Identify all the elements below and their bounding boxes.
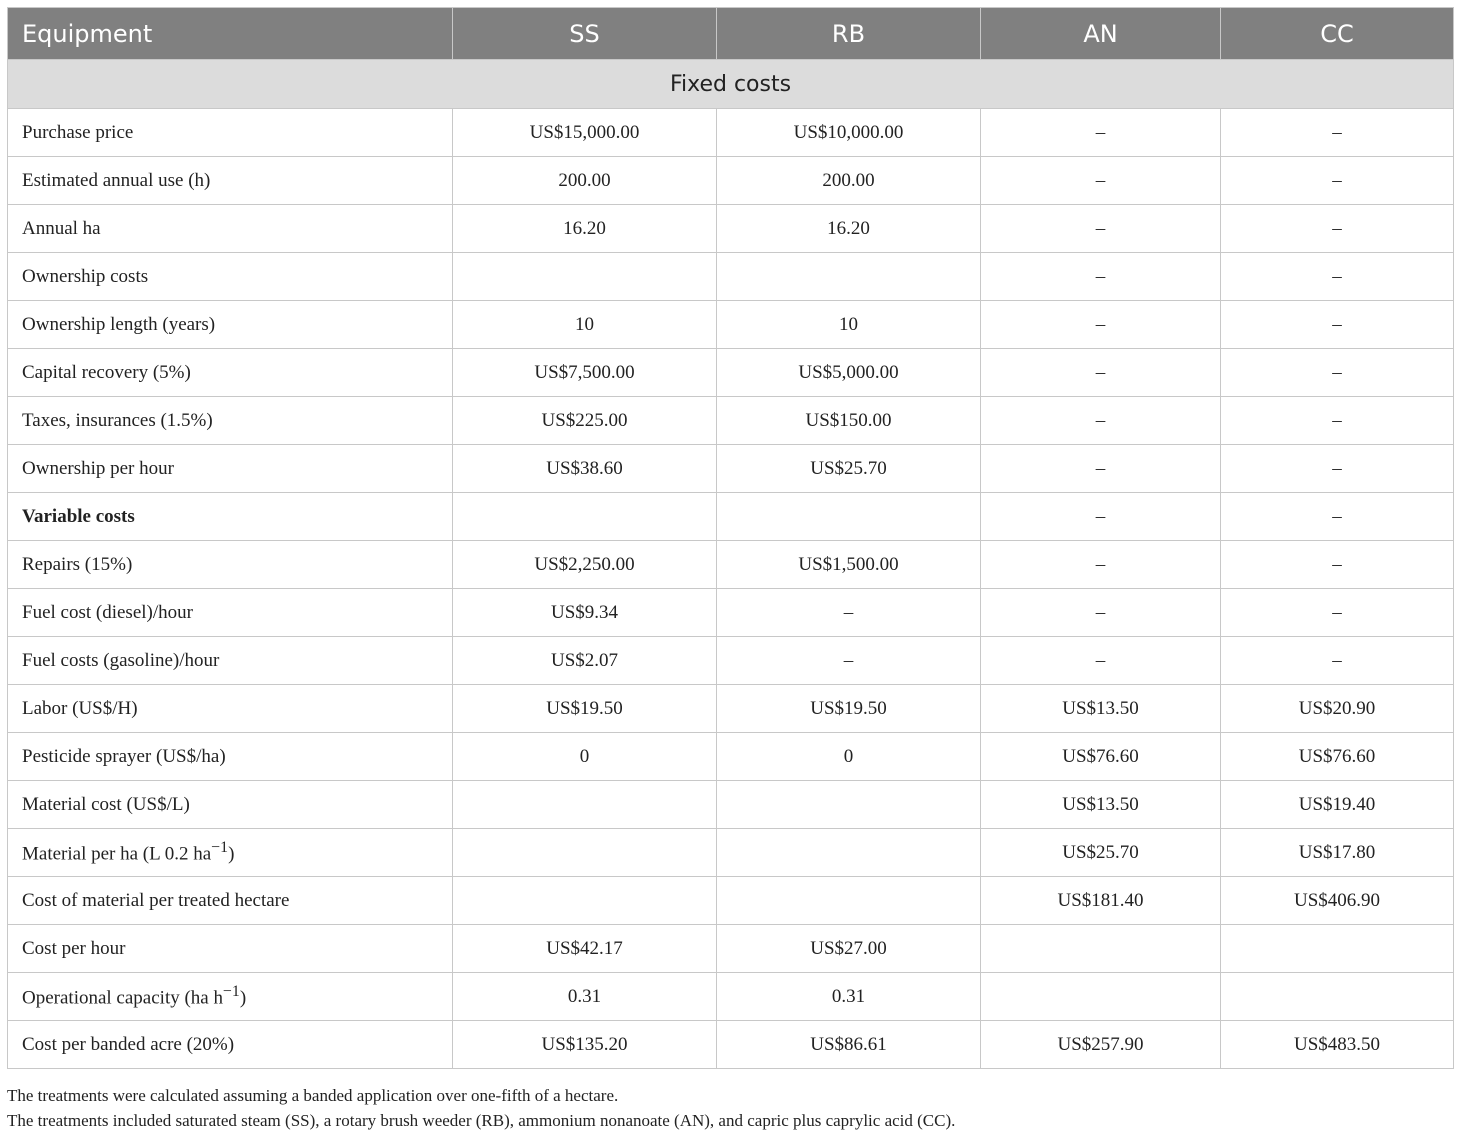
cell-cc: US$20.90 <box>1221 685 1454 733</box>
cell-an: – <box>981 349 1221 397</box>
cell-rb <box>717 829 981 877</box>
row-label: Fuel costs (gasoline)/hour <box>8 637 453 685</box>
header-an: AN <box>981 8 1221 60</box>
cell-cc: – <box>1221 157 1454 205</box>
cell-ss <box>453 781 717 829</box>
table-row <box>8 349 1454 397</box>
label-text-end: ) <box>228 843 235 865</box>
row-label: Pesticide sprayer (US$/ha) <box>8 733 453 781</box>
row-label: Annual ha <box>8 205 453 253</box>
label-text: Material per ha (L 0.2 ha <box>22 843 212 865</box>
cell-rb: US$25.70 <box>717 445 981 493</box>
table-row <box>8 205 1454 253</box>
cell-rb: US$19.50 <box>717 685 981 733</box>
table-row <box>8 301 1454 349</box>
cell-an: – <box>981 589 1221 637</box>
label-text-end: ) <box>239 987 247 1009</box>
cell-ss: US$9.34 <box>453 589 717 637</box>
cell-rb: – <box>717 589 981 637</box>
cell-rb <box>717 253 981 301</box>
table-row <box>8 109 1454 157</box>
cell-rb <box>717 493 981 541</box>
cell-ss: 0.31 <box>453 973 717 1021</box>
cell-cc: – <box>1221 349 1454 397</box>
cell-rb: 10 <box>717 301 981 349</box>
cell-an: – <box>981 541 1221 589</box>
header-row <box>8 8 1454 60</box>
cell-ss: US$2.07 <box>453 637 717 685</box>
row-label: Labor (US$/H) <box>8 685 453 733</box>
cell-an: US$13.50 <box>981 781 1221 829</box>
cell-ss: US$38.60 <box>453 445 717 493</box>
cell-ss <box>453 253 717 301</box>
cell-an: US$181.40 <box>981 877 1221 925</box>
row-label: Cost per banded acre (20%) <box>8 1021 453 1069</box>
cell-ss: US$225.00 <box>453 397 717 445</box>
label-text: Operational capacity (ha h <box>22 987 223 1009</box>
table-row <box>8 157 1454 205</box>
cell-rb: US$86.61 <box>717 1021 981 1069</box>
cell-ss: US$15,000.00 <box>453 109 717 157</box>
row-label: Repairs (15%) <box>8 541 453 589</box>
footnote-1: The treatments were calculated assuming a banded application over one-fifth of a hectare. <box>7 1086 619 1105</box>
cell-an: – <box>981 109 1221 157</box>
cell-cc: – <box>1221 397 1454 445</box>
header-cc: CC <box>1221 8 1454 60</box>
table-footnotes <box>7 1083 1453 1133</box>
table-row <box>8 253 1454 301</box>
row-label: Taxes, insurances (1.5%) <box>8 397 453 445</box>
cell-rb <box>717 877 981 925</box>
cell-an: US$257.90 <box>981 1021 1221 1069</box>
table-row <box>8 397 1454 445</box>
row-label: Purchase price <box>8 109 453 157</box>
cell-cc: – <box>1221 541 1454 589</box>
cell-an: – <box>981 445 1221 493</box>
cell-cc: – <box>1221 493 1454 541</box>
cell-cc: – <box>1221 253 1454 301</box>
cell-rb: US$5,000.00 <box>717 349 981 397</box>
header-equipment: Equipment <box>8 8 453 60</box>
table-row <box>8 781 1454 829</box>
cell-rb: 0 <box>717 733 981 781</box>
cell-ss: US$2,250.00 <box>453 541 717 589</box>
cell-an: US$13.50 <box>981 685 1221 733</box>
header-rb: RB <box>717 8 981 60</box>
cost-table-container <box>7 7 1453 1069</box>
table-row <box>8 877 1454 925</box>
cell-rb: US$1,500.00 <box>717 541 981 589</box>
cell-an: – <box>981 493 1221 541</box>
cell-cc <box>1221 925 1454 973</box>
row-label: Ownership length (years) <box>8 301 453 349</box>
cell-ss <box>453 877 717 925</box>
cell-ss: 10 <box>453 301 717 349</box>
cell-an: – <box>981 157 1221 205</box>
cell-cc: – <box>1221 109 1454 157</box>
table-row <box>8 973 1454 1021</box>
cell-cc: – <box>1221 205 1454 253</box>
cell-an: US$25.70 <box>981 829 1221 877</box>
cell-an <box>981 973 1221 1021</box>
cell-ss: US$19.50 <box>453 685 717 733</box>
row-label <box>8 973 453 1021</box>
cell-an: – <box>981 301 1221 349</box>
cell-ss <box>453 493 717 541</box>
row-label: Ownership per hour <box>8 445 453 493</box>
cell-rb: US$150.00 <box>717 397 981 445</box>
table-row <box>8 925 1454 973</box>
row-label: Cost per hour <box>8 925 453 973</box>
cell-cc: US$76.60 <box>1221 733 1454 781</box>
cell-rb: – <box>717 637 981 685</box>
cell-cc: US$17.80 <box>1221 829 1454 877</box>
cell-an: – <box>981 637 1221 685</box>
cell-cc: – <box>1221 301 1454 349</box>
table-row <box>8 685 1454 733</box>
table-row <box>8 637 1454 685</box>
cell-an <box>981 925 1221 973</box>
cell-rb: 0.31 <box>717 973 981 1021</box>
cell-cc <box>1221 973 1454 1021</box>
section-label: Fixed costs <box>8 60 1454 109</box>
footnote-2: The treatments included saturated steam (SS), a rotary brush weeder (RB), ammonium nonanoate (AN), and capric plus caprylic acid (CC). <box>7 1111 956 1130</box>
cell-cc: US$19.40 <box>1221 781 1454 829</box>
label-superscript: −1 <box>222 983 240 1001</box>
cell-ss: 16.20 <box>453 205 717 253</box>
cell-cc: – <box>1221 637 1454 685</box>
table-row <box>8 493 1454 541</box>
cell-cc: US$483.50 <box>1221 1021 1454 1069</box>
row-label: Capital recovery (5%) <box>8 349 453 397</box>
table-row <box>8 589 1454 637</box>
cell-ss: US$135.20 <box>453 1021 717 1069</box>
table-row <box>8 733 1454 781</box>
cell-rb: US$10,000.00 <box>717 109 981 157</box>
cell-an: – <box>981 205 1221 253</box>
table-row <box>8 445 1454 493</box>
row-label: Ownership costs <box>8 253 453 301</box>
row-label: Fuel cost (diesel)/hour <box>8 589 453 637</box>
cell-ss <box>453 829 717 877</box>
row-label <box>8 829 453 877</box>
table-row <box>8 1021 1454 1069</box>
cell-ss: US$42.17 <box>453 925 717 973</box>
cell-cc: US$406.90 <box>1221 877 1454 925</box>
cell-an: – <box>981 253 1221 301</box>
cell-rb: US$27.00 <box>717 925 981 973</box>
row-label: Estimated annual use (h) <box>8 157 453 205</box>
cell-an: – <box>981 397 1221 445</box>
cell-cc: – <box>1221 589 1454 637</box>
cell-rb <box>717 781 981 829</box>
cell-ss: 200.00 <box>453 157 717 205</box>
cell-cc: – <box>1221 445 1454 493</box>
label-superscript: −1 <box>211 839 229 857</box>
cell-rb: 200.00 <box>717 157 981 205</box>
row-label-variable-costs: Variable costs <box>8 493 453 541</box>
cell-rb: 16.20 <box>717 205 981 253</box>
table-row <box>8 829 1454 877</box>
cell-ss: US$7,500.00 <box>453 349 717 397</box>
row-label: Material cost (US$/L) <box>8 781 453 829</box>
cost-table <box>7 7 1454 1069</box>
cell-ss: 0 <box>453 733 717 781</box>
table-row <box>8 541 1454 589</box>
row-label: Cost of material per treated hectare <box>8 877 453 925</box>
cell-an: US$76.60 <box>981 733 1221 781</box>
header-ss: SS <box>453 8 717 60</box>
section-row-fixed-costs <box>8 60 1454 109</box>
